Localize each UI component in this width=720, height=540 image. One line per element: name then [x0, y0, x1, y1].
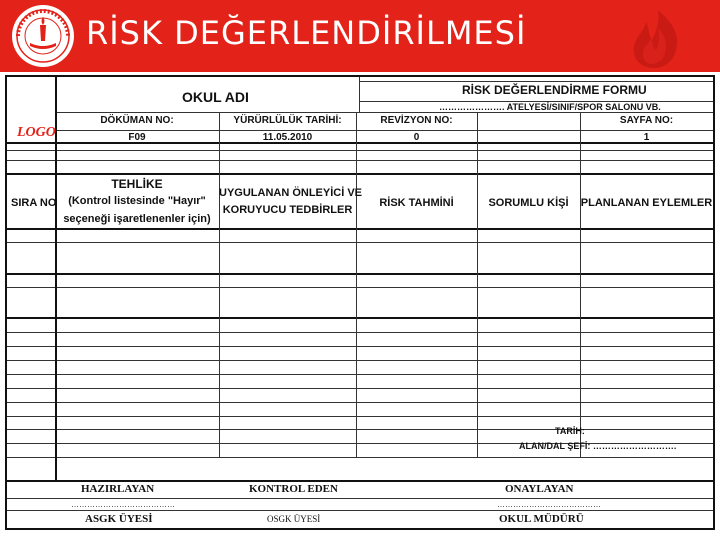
chief-label: ALAN/DAL ŞEFİ: ………………………. — [519, 441, 677, 451]
col-tehlike-title: TEHLİKE — [111, 177, 163, 191]
date-label: TARİH: — [555, 426, 585, 436]
col-sorumlu-kisi: SORUMLU KİŞİ — [488, 197, 569, 209]
col-sira-no: SIRA NO — [11, 197, 57, 209]
col-planlanan-eylemler: PLANLANAN EYLEMLER — [580, 197, 713, 209]
logo-label: LOGO — [17, 125, 56, 140]
approved-label: ONAYLAYAN — [505, 483, 574, 495]
controlled-role: OSGK ÜYESİ — [267, 514, 321, 524]
doc-no-value: F09 — [128, 132, 146, 143]
signature-dots-right: ………………………………… — [497, 500, 601, 509]
effective-date-value: 11.05.2010 — [262, 132, 313, 143]
col-risk-tahmini: RİSK TAHMİNİ — [379, 197, 454, 209]
form-subtitle: …………………. ATELYESİ/SINIF/SPOR SALONU VB. — [439, 102, 661, 112]
col-onlem-line-1: UYGULANAN ÖNLEYİCİ VE — [219, 187, 363, 199]
signature-dots-left: ………………………………… — [71, 500, 175, 509]
prepared-role: ASGK ÜYESİ — [85, 513, 153, 525]
school-name: OKUL ADI — [182, 89, 249, 105]
title-banner — [0, 0, 720, 72]
ministry-emblem-icon — [10, 3, 76, 69]
col-tehlike-note-2: seçeneği işaretlenenler için) — [63, 213, 211, 225]
effective-date-label: YÜRÜRLÜLÜK TARİHİ: — [233, 115, 342, 126]
col-onlem-line-2: KORUYUCU TEDBİRLER — [222, 204, 353, 216]
approved-role: OKUL MÜDÜRÜ — [499, 513, 584, 525]
form-title: RİSK DEĞERLENDİRME FORMU — [462, 83, 647, 97]
page-label: SAYFA NO: — [619, 115, 674, 126]
flame-watermark-icon — [618, 6, 694, 70]
risk-assessment-form — [5, 75, 715, 530]
col-tehlike-note-1: (Kontrol listesinde "Hayır" — [68, 195, 206, 207]
revision-value: 0 — [413, 132, 420, 143]
doc-no-label: DÖKÜMAN NO: — [100, 115, 174, 126]
revision-label: REVİZYON NO: — [380, 115, 453, 126]
page-title: RİSK DEĞERLENDİRİLMESİ — [86, 14, 527, 52]
controlled-label: KONTROL EDEN — [249, 483, 338, 495]
page-value: 1 — [643, 132, 650, 143]
prepared-label: HAZIRLAYAN — [81, 483, 155, 495]
